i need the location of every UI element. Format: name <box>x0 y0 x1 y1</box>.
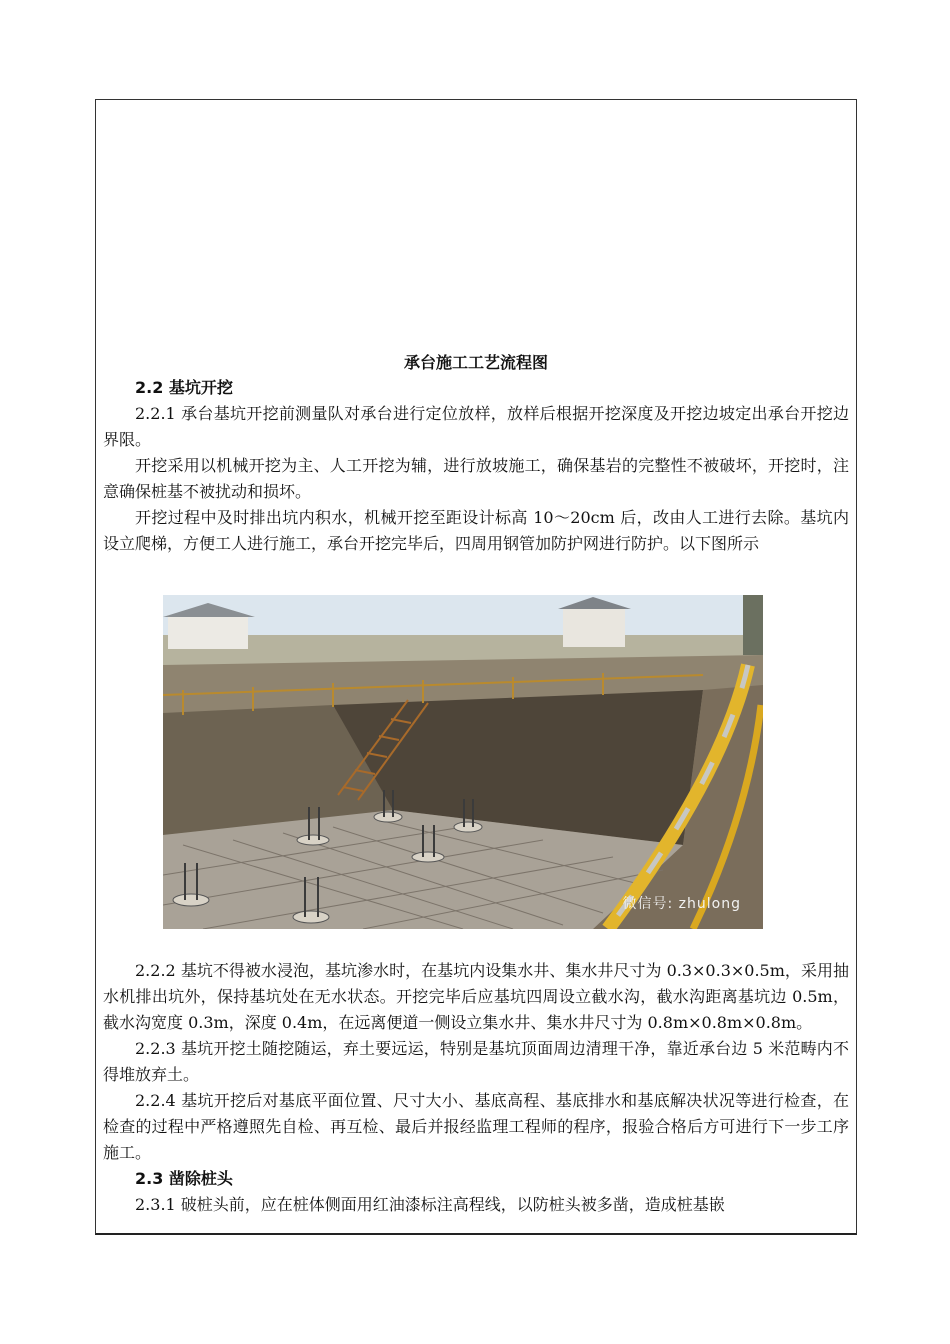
document-frame <box>95 99 857 1235</box>
foundation-pit-illustration <box>163 595 763 929</box>
wechat-watermark: 微信号: zhulong <box>622 896 741 912</box>
paragraph-2-2-3: 2.2.3 基坑开挖土随挖随运，弃土要远运，特别是基坑顶面周边清理干净，靠近承台边 5 米范畴内不得堆放弃土。 <box>103 1039 849 1084</box>
paragraph-2-3-1: 2.3.1 破桩头前，应在桩体侧面用红油漆标注高程线，以防桩头被多凿，造成桩基嵌 <box>135 1195 725 1214</box>
foundation-pit-photo <box>163 595 763 929</box>
section-heading-2-3: 2.3 凿除桩头 <box>135 1169 233 1188</box>
paragraph-2-2-2: 2.2.2 基坑不得被水浸泡，基坑渗水时，在基坑内设集水井、集水井尺寸为 0.3×0.3×0.5m，采用抽水机排出坑外，保持基坑处在无水状态。开挖完毕后应基坑四周设立截水沟，截水沟距离基坑边 0.5m，截水沟宽度 0.3m，深度 0.4m，在远离便道一侧设立集水井、集水井尺寸为 0.8m×0.8m×0.8m。 <box>103 961 849 1032</box>
text-block-upper <box>103 375 849 557</box>
paragraph-excavation-process: 开挖过程中及时排出坑内积水，机械开挖至距设计标高 10～20cm 后，改由人工进行去除。基坑内设立爬梯，方便工人进行施工，承台开挖完毕后，四周用钢管加防护网进行防护。以下图所示 <box>103 508 849 553</box>
section-heading-2-2: 2.2 基坑开挖 <box>135 378 233 397</box>
paragraph-2-2-1: 2.2.1 承台基坑开挖前测量队对承台进行定位放样，放样后根据开挖深度及开挖边坡定出承台开挖边界限。 <box>103 404 849 449</box>
paragraph-2-2-4: 2.2.4 基坑开挖后对基底平面位置、尺寸大小、基底高程、基底排水和基底解决状况等进行检查，在检查的过程中严格遵照先自检、再互检、最后并报经监理工程师的程序，报验合格后方可进行下一步工序施工。 <box>103 1091 849 1162</box>
text-block-lower <box>103 958 849 1218</box>
flowchart-caption: 承台施工工艺流程图 <box>403 353 548 372</box>
paragraph-excavation-method: 开挖采用以机械开挖为主、人工开挖为辅，进行放坡施工，确保基岩的完整性不被破坏，开挖时，注意确保桩基不被扰动和损坏。 <box>103 456 849 501</box>
